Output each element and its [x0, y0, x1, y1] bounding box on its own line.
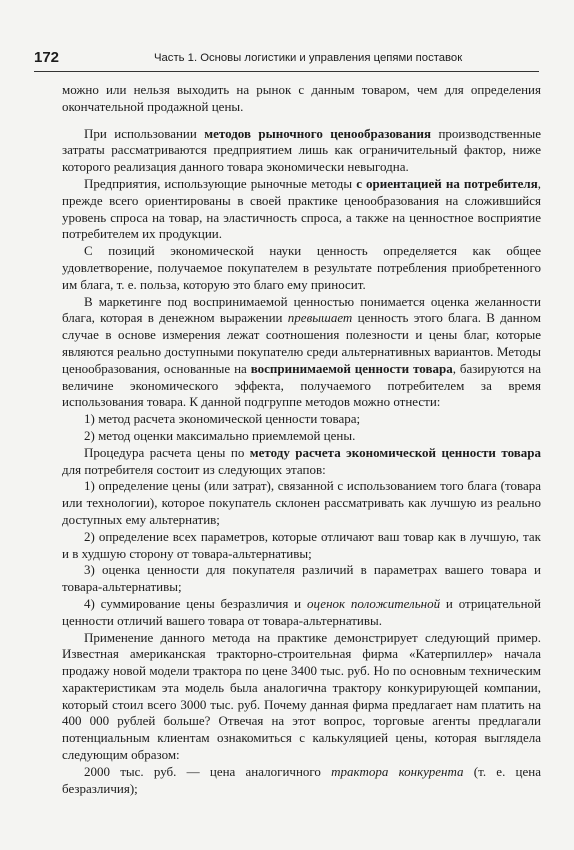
paragraph	[62, 630, 541, 764]
paragraph	[62, 294, 541, 412]
paragraph	[62, 596, 541, 630]
text-run: ценность этого блага. В данном случае в основе измерения лежат соотношения полезности и цены благ, которые являются реально доступными покупателю среди альтернативных вариантов. Методы ценообразования, основанные на	[62, 310, 542, 376]
paragraph	[62, 126, 541, 176]
text-run: для потребителя состоит из следующих этапов:	[62, 461, 326, 477]
text-run: 3) оценка ценности для покупателя различий в параметрах вашего товара и товара-альтернативы;	[62, 562, 541, 595]
page-number: 172	[34, 49, 60, 66]
text-run: (т. е. цена безразличия);	[62, 763, 541, 796]
bold-term: воспринимаемой ценности товара	[250, 360, 453, 376]
paragraph	[62, 176, 541, 243]
text-run: 2) метод оценки максимально приемлемой цены.	[84, 427, 356, 443]
text-run: 1) метод расчета экономической ценности товара;	[84, 411, 361, 427]
running-head: Часть 1. Основы логистики и управления цепями поставок	[154, 52, 463, 64]
text-run: , базируются на величине экономического эффекта, получаемого потребителем за время использования товара. К данной подгруппе методов можно отнести:	[62, 360, 541, 410]
paragraph	[62, 428, 541, 445]
bold-term: методов рыночного ценообразования	[204, 125, 432, 141]
text-run: можно или нельзя выходить на рынок с данным товаром, чем для определения окончательной продажной цены.	[62, 82, 541, 114]
italic-term: трактора конкурента	[331, 763, 464, 779]
text-run: производственные затраты рассматриваются предприятием лишь как ограничительный фактор, ниже которого реализация данного товара экономически невыгодна.	[62, 125, 541, 175]
bold-term: с ориентацией на потребителя	[356, 175, 538, 191]
text-run: Процедура расчета цены по	[84, 444, 250, 460]
page-header	[34, 48, 534, 70]
paragraph	[62, 562, 541, 596]
paragraph	[62, 478, 541, 528]
text-run: 4) суммирование цены безразличия и	[84, 595, 307, 611]
paragraph	[62, 529, 541, 563]
header-rule	[34, 71, 539, 72]
paragraph	[62, 411, 541, 428]
text-run: При использовании	[84, 125, 205, 141]
paragraph	[62, 445, 541, 479]
text-run: Предприятия, использующие рыночные методы	[84, 175, 357, 191]
text-run: 2) определение всех параметров, которые отличают ваш товар как в лучшую, так и в худшую сторону от товара-альтернативы;	[62, 528, 541, 561]
paragraph	[62, 82, 541, 116]
text-run: и отрицательной ценности отличий вашего товара от товара-альтернативы.	[62, 595, 542, 628]
body-text	[62, 82, 541, 797]
italic-term: превышает	[287, 310, 353, 326]
paragraph	[62, 243, 541, 293]
italic-term: оценок положительной	[306, 595, 441, 611]
text-run: , прежде всего ориентированы в своей практике ценообразования на сложившийся уровень спроса на товар, на эластичность спроса, а также на ценностное восприятие потребителем их продукции.	[62, 175, 541, 242]
text-run: В маркетинге под воспринимаемой ценностью понимается оценка желанности блага, которая в денежном выражении	[62, 293, 541, 326]
bold-term: методу расчета экономической ценности товара	[249, 444, 541, 460]
text-run: 1) определение цены (или затрат), связанной с использованием того блага (товара или технологии), которое покупатель склонен рассматривать как лучшую из реально доступных ему альтернатив;	[62, 478, 541, 527]
text-run: Применение данного метода на практике демонстрирует следующий пример. Известная американская тракторно-строительная фирма «Катерпиллер» начала продажу новой модели трактора по цене 3400 тыс. руб. Но по основным техническим характеристикам эта модель была аналогична трактору конкурирующей компании, который стоил всего 3000 тыс. руб. Почему данная фирма предлагает нам платить на 400 000 рублей больше? Отвечая на этот вопрос, торговые агенты предлагали потенциальным клиентам ознакомиться с калькуляцией цены, которая выглядела следующим образом:	[62, 629, 541, 763]
paragraph	[62, 764, 541, 798]
text-run: С позиций экономической науки ценность определяется как общее удовлетворение, получаемое покупателем в результате потребления приобретенного им блага, т. е. польза, которую это благо ему приносит.	[62, 243, 541, 292]
text-run: 2000 тыс. руб. — цена аналогичного	[84, 763, 332, 779]
